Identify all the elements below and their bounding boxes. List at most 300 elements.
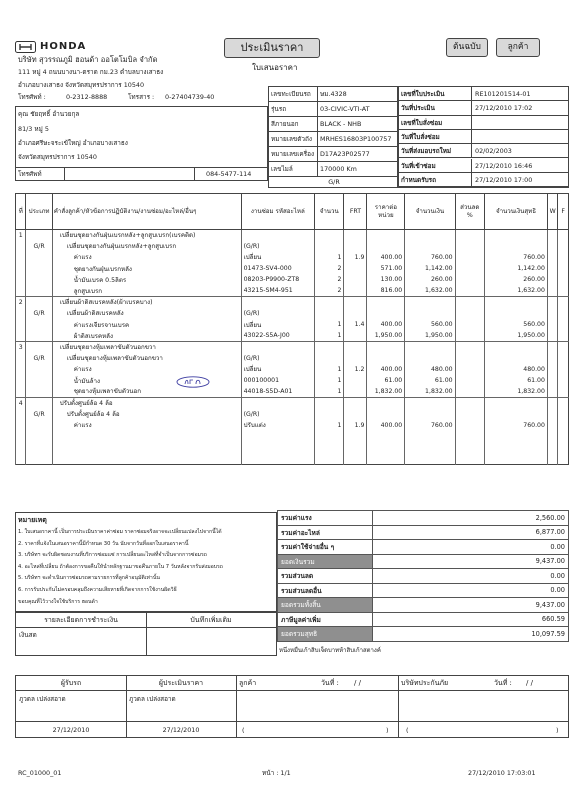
cell-code: (G/R)	[241, 409, 314, 420]
cell-frt: 1.9	[344, 420, 367, 431]
cell-amount: 760.00	[405, 252, 455, 263]
cell-net: 260.00	[484, 274, 547, 285]
cell-unit: 400.00	[367, 319, 405, 330]
cell-no	[16, 263, 26, 274]
cell-no	[16, 330, 26, 341]
cell-desc: เปลี่ยนผ้าดิสเบรคหลัง(ผ้าเบรคบาง)	[52, 297, 241, 308]
cell-qty: 2	[315, 274, 344, 285]
cell-type	[26, 330, 52, 341]
col-qty: จำนวน	[315, 194, 344, 230]
cell-no	[16, 319, 26, 330]
cell-net: 760.00	[484, 252, 547, 263]
docinfo-row	[399, 101, 568, 115]
cell-amount	[405, 241, 455, 252]
remark-line: ขอบคุณที่ไว้วางใจใช้บริการ ฮอนด้า	[18, 598, 98, 605]
totals-row	[278, 612, 569, 627]
totals-value: 0.00	[373, 583, 569, 598]
docinfo-row-value: 27/12/2010 17:00	[475, 175, 533, 184]
totals-value: 6,877.00	[373, 525, 569, 540]
vehicle-row-label: หมายเลขตัวถัง	[271, 135, 312, 143]
col-f: F	[558, 194, 569, 230]
receiver-label: ผู้รับรถ	[60, 679, 82, 687]
cell-amount: 560.00	[405, 319, 455, 330]
docinfo-row	[399, 159, 568, 173]
cell-no	[16, 308, 26, 319]
docinfo-row-value: 27/12/2010 16:46	[475, 161, 533, 170]
vehicle-row	[269, 162, 397, 177]
cell-w	[547, 297, 557, 308]
cell-frt	[344, 397, 367, 408]
cell-qty: 2	[315, 263, 344, 274]
cell-amount: 260.00	[405, 274, 455, 285]
col-net: จำนวนเงินสุทธิ	[484, 194, 547, 230]
cell-w	[547, 386, 557, 397]
cell-desc: ผ้าดิสเบรคหลัง	[52, 330, 241, 341]
customer-paren-close: )	[386, 726, 389, 734]
customer-name: คุณ ชัยฤทธิ์ อำนวยกุล	[18, 110, 80, 118]
cell-amount	[405, 341, 455, 352]
totals-table	[277, 510, 569, 642]
cell-amount: 1,142.00	[405, 263, 455, 274]
remarks-box	[15, 512, 277, 612]
brand-name: HONDA	[40, 41, 87, 52]
cell-disc	[455, 341, 484, 352]
cell-disc	[455, 230, 484, 241]
cell-frt: 1.9	[344, 252, 367, 263]
cell-net	[484, 397, 547, 408]
cell-w	[547, 375, 557, 386]
cell-disc	[455, 319, 484, 330]
customer-phone-label: โทรศัพท์	[18, 170, 42, 178]
cell-desc: ค่าแรง	[52, 420, 241, 431]
cell-net	[484, 241, 547, 252]
cell-type	[26, 285, 52, 296]
cell-qty	[315, 353, 344, 364]
totals-label: ภาษีมูลค่าเพิ่ม	[278, 612, 373, 627]
cell-unit: 400.00	[367, 252, 405, 263]
docinfo-row	[399, 130, 568, 144]
cell-net: 61.00	[484, 375, 547, 386]
cell-type	[26, 263, 52, 274]
cell-unit	[367, 297, 405, 308]
cell-type	[26, 230, 52, 241]
cell-w	[547, 252, 557, 263]
vehicle-row	[269, 132, 397, 147]
cell-no	[16, 386, 26, 397]
cell-frt	[344, 386, 367, 397]
table-row	[16, 364, 569, 375]
table-row	[16, 285, 569, 296]
cell-code: 000100001	[241, 375, 314, 386]
cell-no	[16, 420, 26, 431]
totals-value: 0.00	[373, 569, 569, 584]
table-row	[16, 263, 569, 274]
cell-type	[26, 397, 52, 408]
cell-unit: 130.00	[367, 274, 405, 285]
cell-f	[558, 341, 569, 352]
cell-disc	[455, 409, 484, 420]
cell-unit: 816.00	[367, 285, 405, 296]
cell-desc: เปลี่ยนชุดยางหุ้มเพลาขับตัวนอกขวา	[52, 353, 241, 364]
company-fax: 0-27404739-40	[165, 93, 215, 101]
cell-net	[484, 297, 547, 308]
cell-code: เปลี่ยน	[241, 364, 314, 375]
remark-line: 1. ใบเสนอราคานี้ เป็นการประเมินราคาค่าซ่อม ราคาซ่อมจริงอาจจะเปลี่ยนแปลงไปจากนี้ได้	[18, 529, 222, 535]
insurer-date-label: วันที่ :	[494, 679, 512, 687]
cell-net	[484, 409, 547, 420]
cell-frt: 1.2	[344, 364, 367, 375]
table-row	[16, 341, 569, 352]
cell-no: 3	[16, 341, 26, 352]
cell-desc: ค่าแรง	[52, 252, 241, 263]
cell-type	[26, 364, 52, 375]
cell-amount: 61.00	[405, 375, 455, 386]
cell-disc	[455, 353, 484, 364]
table-row	[16, 409, 569, 420]
cell-qty	[315, 230, 344, 241]
remark-line: 2. ราคาที่แจ้งในเสนอราคานี้มีกำหนด 30 วัน นับจากวันที่ออกใบเสนอราคานี้	[18, 540, 189, 547]
cell-net: 1,950.00	[484, 330, 547, 341]
cell-unit	[367, 397, 405, 408]
cell-qty	[315, 297, 344, 308]
cell-desc: ชุดยางกันฝุ่นเบรกหลัง	[52, 263, 241, 274]
col-discount: ส่วนลด %	[455, 194, 484, 230]
vehicle-row-value: 170000 Km	[320, 165, 357, 173]
cell-amount: 480.00	[405, 364, 455, 375]
cell-desc: เปลี่ยนชุดยางหุ้มเพลาขับตัวนอกขวา	[52, 341, 241, 352]
cell-f	[558, 297, 569, 308]
vehicle-row-value: 03-CIVIC-VTI-AT	[320, 105, 370, 113]
cell-desc: ปรับตั้งศูนย์ล้อ 4 ล้อ	[52, 409, 241, 420]
cell-amount	[405, 397, 455, 408]
insurer-paren-open: (	[406, 726, 409, 734]
table-row	[16, 297, 569, 308]
cell-frt	[344, 230, 367, 241]
cell-type	[26, 252, 52, 263]
docinfo-row-label: วันที่เข้าซ่อม	[401, 161, 436, 170]
cell-net: 1,832.00	[484, 386, 547, 397]
remark-line: 6. การรับประกันไม่ครอบคลุมถึงความเสียหายที่เกิดจากการใช้งานผิดวิธี	[18, 586, 177, 593]
cell-no	[16, 364, 26, 375]
totals-value: 10,097.59	[373, 627, 569, 642]
cell-disc	[455, 330, 484, 341]
totals-label: รวมค่าใช้จ่ายอื่น ๆ	[278, 540, 373, 555]
cell-w	[547, 319, 557, 330]
cell-net	[484, 230, 547, 241]
cell-code: 01473-SV4-000	[241, 263, 314, 274]
cell-net: 560.00	[484, 319, 547, 330]
cell-frt	[344, 341, 367, 352]
vehicle-row-value: ษม.4328	[320, 90, 347, 98]
cell-desc: ลูกสูบเบรก	[52, 285, 241, 296]
items-header-row	[16, 194, 569, 230]
cell-frt	[344, 285, 367, 296]
company-address-1: 111 หมู่ 4 ถนนบางนา-ตราด กม.23 ตำบลบางเสาธง	[18, 68, 164, 76]
cell-code: (G/R)	[241, 353, 314, 364]
docinfo-box	[398, 86, 569, 188]
docinfo-row	[399, 173, 568, 187]
cell-disc	[455, 263, 484, 274]
cell-f	[558, 397, 569, 408]
insurer-date-blank: / /	[526, 679, 533, 687]
cell-code: 08203-P9900-ZT8	[241, 274, 314, 285]
cell-frt	[344, 409, 367, 420]
customer-date-label: วันที่ :	[321, 679, 339, 687]
cell-qty: 1	[315, 252, 344, 263]
cell-disc	[455, 285, 484, 296]
cell-f	[558, 241, 569, 252]
cell-qty	[315, 341, 344, 352]
cell-f	[558, 364, 569, 375]
cell-unit	[367, 341, 405, 352]
cell-f	[558, 330, 569, 341]
cell-w	[547, 409, 557, 420]
cell-f	[558, 263, 569, 274]
cell-no: 4	[16, 397, 26, 408]
cell-amount: 1,632.00	[405, 285, 455, 296]
totals-value: 0.00	[373, 540, 569, 555]
cell-unit	[367, 241, 405, 252]
vehicle-row-label: หมายเลขเครื่อง	[271, 150, 315, 158]
totals-value: 9,437.00	[373, 598, 569, 613]
totals-row	[278, 540, 569, 555]
cell-qty: 1	[315, 375, 344, 386]
original-copy-button[interactable]: ต้นฉบับ	[446, 38, 488, 57]
page-number: หน้า : 1/1	[262, 769, 291, 777]
totals-label: รวมส่วนลด	[278, 569, 373, 584]
cell-disc	[455, 241, 484, 252]
table-row-empty	[16, 453, 569, 464]
cell-f	[558, 353, 569, 364]
vehicle-row	[269, 117, 397, 132]
cell-f	[558, 375, 569, 386]
company-name: บริษัท สุวรรณภูมิ ฮอนด้า ออโตโมบิล จำกัด	[18, 55, 158, 64]
cell-code	[241, 297, 314, 308]
customer-copy-button[interactable]: ลูกค้า	[496, 38, 540, 57]
cell-no	[16, 375, 26, 386]
cell-type: G/R	[26, 409, 52, 420]
docinfo-row-value: 02/02/2003	[475, 147, 512, 156]
col-unit-price: ราคาต่อหน่วย	[367, 194, 405, 230]
vehicle-box	[268, 86, 398, 188]
cell-w	[547, 241, 557, 252]
cell-no: 2	[16, 297, 26, 308]
table-row	[16, 353, 569, 364]
cell-type: G/R	[26, 241, 52, 252]
cell-code: 43215-SM4-951	[241, 285, 314, 296]
cell-unit: 571.00	[367, 263, 405, 274]
vehicle-row-value: BLACK - NHB	[320, 120, 362, 128]
cell-code: 43022-S5A-J00	[241, 330, 314, 341]
gr-code: G/R	[328, 178, 340, 186]
cell-net: 480.00	[484, 364, 547, 375]
customer-date-blank: / /	[354, 679, 361, 687]
vehicle-row-label: เลขไมล์	[271, 165, 293, 173]
totals-value: 2,560.00	[373, 511, 569, 526]
cell-no	[16, 274, 26, 285]
items-table	[15, 193, 569, 465]
cell-no	[16, 241, 26, 252]
insurer-paren-close: )	[556, 726, 559, 734]
cell-no	[16, 353, 26, 364]
cell-frt	[344, 263, 367, 274]
estimator-name: ภูวดล เปล่งสอาด	[129, 695, 176, 703]
cell-code	[241, 397, 314, 408]
receiver-name: ภูวดล เปล่งสอาด	[19, 695, 66, 703]
vehicle-row-label: สีภายนอก	[271, 120, 299, 128]
cell-code	[241, 341, 314, 352]
cell-desc: ค่าแรงเจียรจานเบรค	[52, 319, 241, 330]
cell-f	[558, 319, 569, 330]
form-code: RC_01000_01	[18, 769, 62, 777]
company-phone-label: โทรศัพท์ :	[18, 93, 46, 101]
totals-value: 660.59	[373, 612, 569, 627]
cell-f	[558, 285, 569, 296]
table-row	[16, 397, 569, 408]
cell-desc: เปลี่ยนชุดยางกันฝุ่นเบรกหลัง+ลูกสูบเบรก	[52, 241, 241, 252]
cell-net: 1,142.00	[484, 263, 547, 274]
cell-disc	[455, 274, 484, 285]
cell-disc	[455, 308, 484, 319]
table-row	[16, 274, 569, 285]
totals-row	[278, 569, 569, 584]
cell-no	[16, 409, 26, 420]
customer-address-1: 81/3 หมู่ 5	[18, 125, 49, 133]
totals-row	[278, 554, 569, 569]
table-row	[16, 386, 569, 397]
cell-w	[547, 230, 557, 241]
cell-qty: 1	[315, 319, 344, 330]
cell-disc	[455, 364, 484, 375]
cell-net: 1,632.00	[484, 285, 547, 296]
cell-qty	[315, 308, 344, 319]
cell-type	[26, 420, 52, 431]
cell-qty: 2	[315, 285, 344, 296]
vehicle-row-label: รุ่นรถ	[271, 105, 287, 113]
cell-type: G/R	[26, 353, 52, 364]
totals-row	[278, 583, 569, 598]
vehicle-row-value: MRHES16803P100757	[320, 135, 392, 143]
vehicle-row-value: D17A23P02577	[320, 150, 370, 158]
cell-desc: น้ำมันเบรค 0.5ลิตร	[52, 274, 241, 285]
payment-title: รายละเอียดการชำระเงิน	[44, 616, 118, 624]
signature-box	[15, 675, 569, 738]
cell-type	[26, 274, 52, 285]
company-fax-label: โทรสาร :	[128, 93, 155, 101]
cell-amount: 1,950.00	[405, 330, 455, 341]
cell-frt	[344, 241, 367, 252]
cell-desc: เปลี่ยนชุดยางกันฝุ่นเบรกหลัง+ลูกสูบเบรก(เบรคติด)	[52, 230, 241, 241]
cell-amount: 760.00	[405, 420, 455, 431]
remarks-title: หมายเหตุ	[18, 516, 47, 524]
vehicle-row	[269, 147, 397, 162]
cell-w	[547, 263, 557, 274]
vehicle-row	[269, 102, 397, 117]
totals-label: รวมค่าอะไหล่	[278, 525, 373, 540]
totals-value: 9,437.00	[373, 554, 569, 569]
cell-qty: 1	[315, 330, 344, 341]
cell-qty	[315, 241, 344, 252]
cell-f	[558, 420, 569, 431]
totals-row	[278, 525, 569, 540]
receiver-date: 27/12/2010	[52, 726, 90, 734]
cell-code: (G/R)	[241, 241, 314, 252]
docinfo-row-label: วันที่ส่งมอบรถใหม่	[401, 147, 452, 156]
cell-net	[484, 353, 547, 364]
totals-label: ยอดเงินรวม	[278, 554, 373, 569]
docinfo-row-label: เลขที่ใบสั่งซ่อม	[401, 118, 443, 127]
cell-w	[547, 308, 557, 319]
table-row	[16, 308, 569, 319]
honda-logo	[15, 41, 105, 53]
table-row	[16, 330, 569, 341]
vehicle-row	[269, 87, 397, 102]
company-address-2: อำเภอบางเสาธง จังหวัดสมุทรปราการ 10540	[18, 81, 145, 89]
cell-code: (G/R)	[241, 308, 314, 319]
cell-net	[484, 341, 547, 352]
cell-desc: ปรับตั้งศูนย์ล้อ 4 ล้อ	[52, 397, 241, 408]
amount-in-words: หนึ่งหมื่นเก้าสิบเจ็ดบาทห้าสิบเก้าสตางค์	[279, 647, 381, 654]
cell-no	[16, 285, 26, 296]
estimator-date: 27/12/2010	[162, 726, 200, 734]
docinfo-row	[399, 144, 568, 158]
cell-w	[547, 420, 557, 431]
cell-frt	[344, 308, 367, 319]
doc-title: ประเมินราคา	[224, 38, 320, 58]
cell-amount: 1,832.00	[405, 386, 455, 397]
vehicle-row-label: เลขทะเบียนรถ	[271, 90, 311, 98]
cell-desc: เปลี่ยนผ้าดิสเบรคหลัง	[52, 308, 241, 319]
cell-w	[547, 341, 557, 352]
customer-sign-label: ลูกค้า	[239, 679, 257, 687]
printed-timestamp: 27/12/2010 17:03:01	[468, 769, 536, 777]
table-row	[16, 375, 569, 386]
col-frt: FRT	[344, 194, 367, 230]
cell-frt	[344, 297, 367, 308]
insurer-label: บริษัทประกันภัย	[401, 679, 449, 687]
docinfo-row-label: เลขที่ใบประเมิน	[401, 90, 445, 98]
cell-frt	[344, 353, 367, 364]
cell-desc: ค่าแรง	[52, 364, 241, 375]
customer-paren-open: (	[242, 726, 245, 734]
totals-label: รวมส่วนลดอื่น	[278, 583, 373, 598]
customer-phone: 084-5477-114	[206, 170, 252, 178]
cell-type	[26, 341, 52, 352]
cell-type	[26, 386, 52, 397]
estimator-label: ผู้ประเมินราคา	[158, 679, 204, 687]
table-row	[16, 252, 569, 263]
extra-notes-title: บันทึกเพิ่มเติม	[190, 616, 232, 624]
table-row	[16, 241, 569, 252]
cell-w	[547, 353, 557, 364]
col-no: ที่	[16, 194, 26, 230]
cell-unit	[367, 409, 405, 420]
docinfo-row-label: วันที่ประเมิน	[401, 104, 435, 113]
cell-amount	[405, 353, 455, 364]
cell-type	[26, 297, 52, 308]
col-code: งานซ่อม รหัสอะไหล่	[241, 194, 314, 230]
cell-frt: 1.4	[344, 319, 367, 330]
cell-w	[547, 274, 557, 285]
cell-unit	[367, 230, 405, 241]
cell-f	[558, 308, 569, 319]
totals-label: รวมค่าแรง	[278, 511, 373, 526]
cell-w	[547, 285, 557, 296]
totals-row	[278, 511, 569, 526]
cell-qty: 1	[315, 386, 344, 397]
cell-net: 760.00	[484, 420, 547, 431]
cell-qty: 1	[315, 364, 344, 375]
